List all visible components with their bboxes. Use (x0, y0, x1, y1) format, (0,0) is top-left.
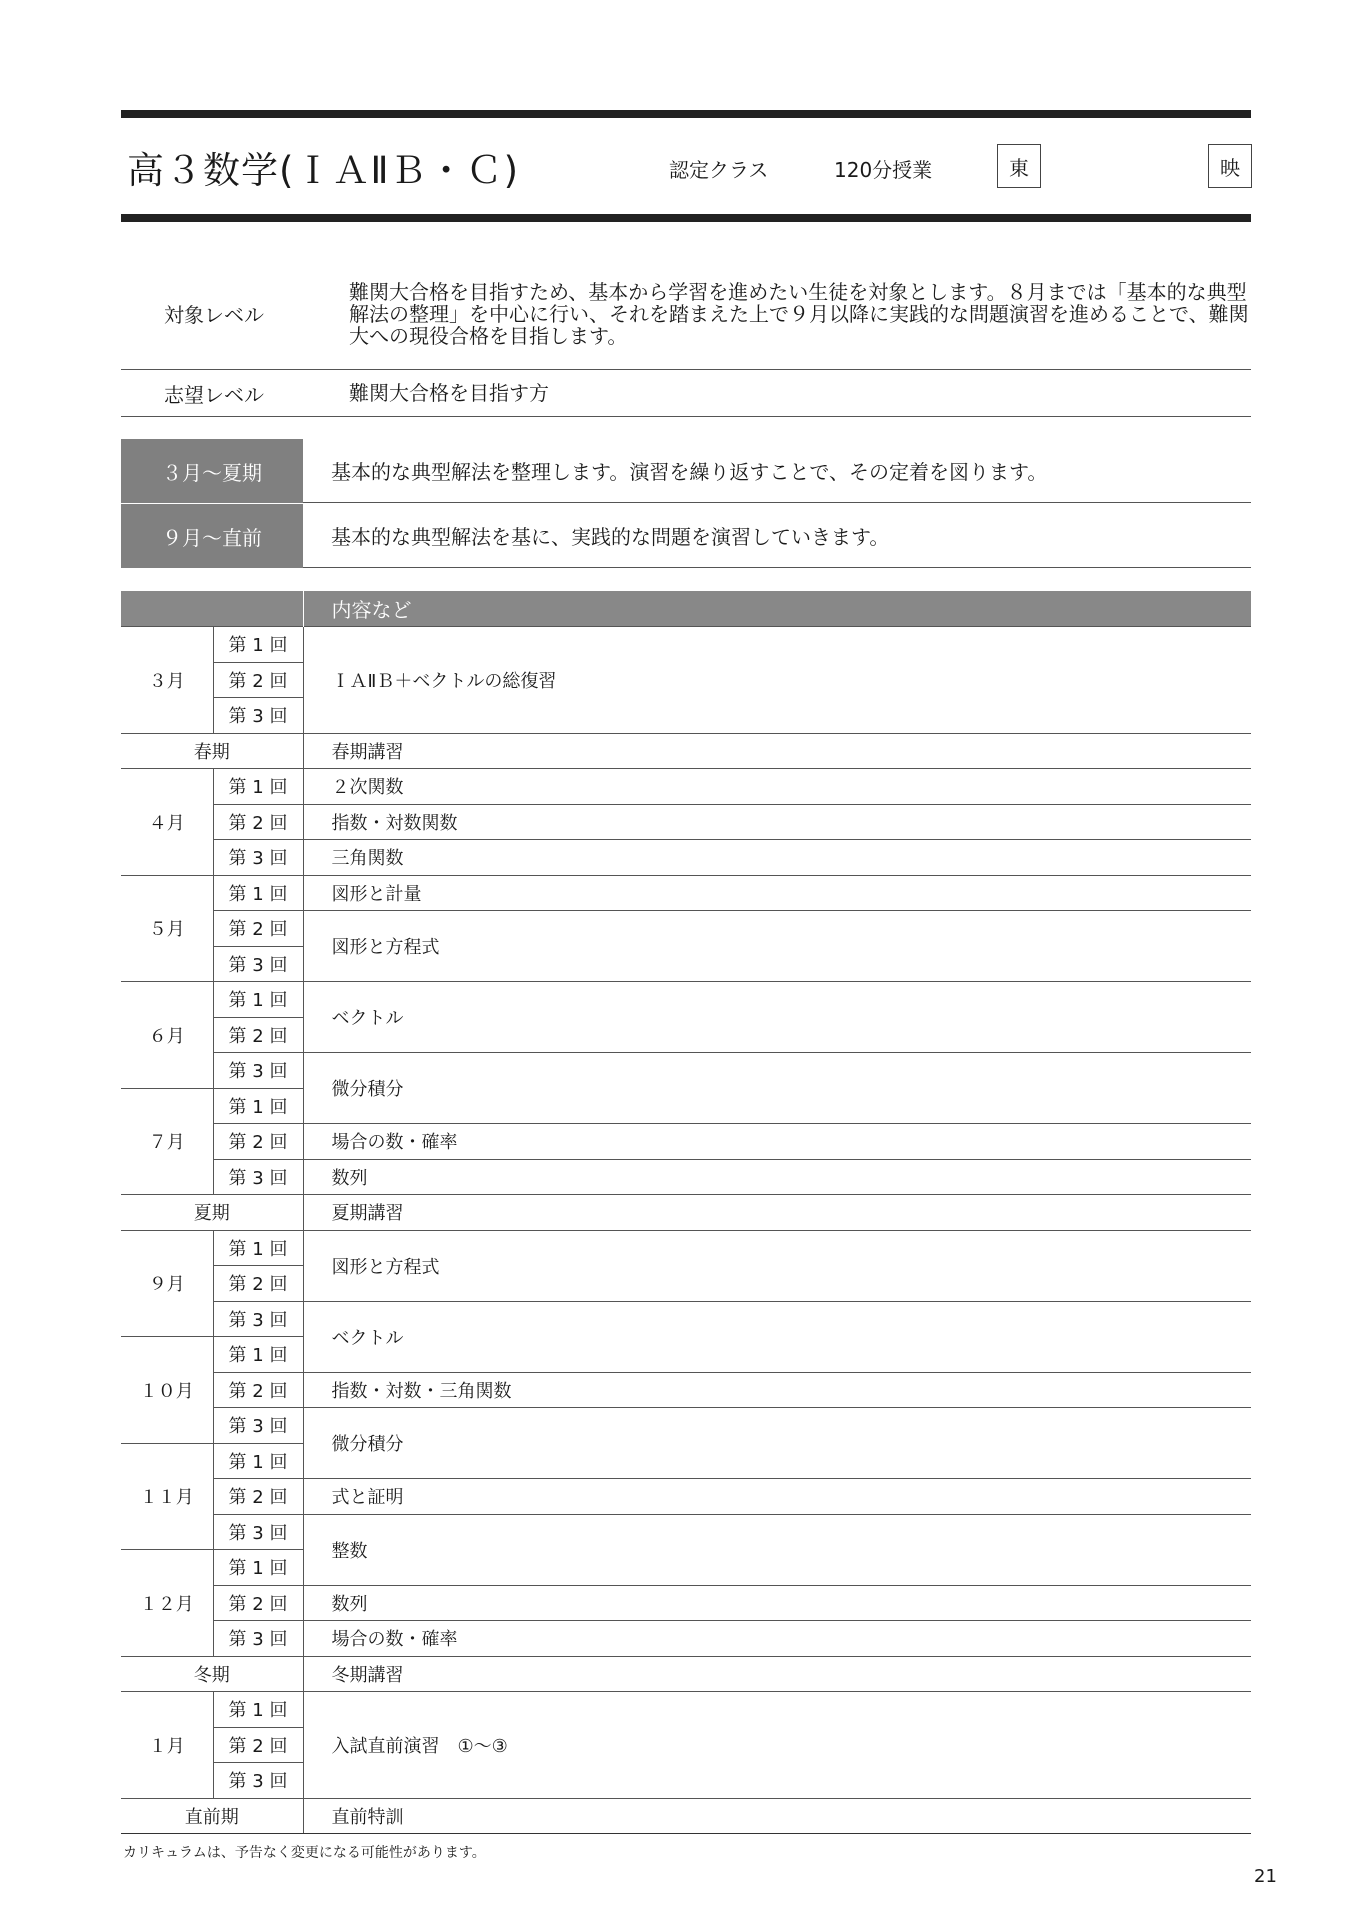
session-cell: 第 1 回 (213, 1443, 303, 1479)
period-label: ３月～夏期 (121, 439, 303, 503)
month-cell: ７月 (121, 1088, 213, 1195)
aspiration-level-label: 志望レベル (164, 382, 264, 407)
table-row (121, 1159, 1251, 1195)
content-cell: ベクトル (303, 982, 1251, 1053)
table-row (121, 875, 1251, 911)
content-cell: 指数・対数・三角関数 (303, 1372, 1251, 1408)
month-cell: ６月 (121, 982, 213, 1089)
table-row (121, 1621, 1251, 1657)
month-cell: ５月 (121, 875, 213, 982)
session-cell: 第 1 回 (213, 1550, 303, 1586)
content-cell: 式と証明 (303, 1479, 1251, 1515)
period-label: ９月～直前 (121, 504, 303, 568)
table-row (121, 733, 1251, 769)
table-row (121, 1372, 1251, 1408)
location-tag-east: 東 (997, 144, 1041, 188)
month-cell: ４月 (121, 769, 213, 876)
session-cell: 第 2 回 (213, 1124, 303, 1160)
table-row (121, 1514, 1251, 1550)
content-cell: 春期講習 (303, 733, 1251, 769)
session-cell: 第 2 回 (213, 662, 303, 698)
month-cell: １０月 (121, 1337, 213, 1444)
session-cell: 第 1 回 (213, 1692, 303, 1728)
session-cell: 第 2 回 (213, 911, 303, 947)
session-cell: 第 2 回 (213, 1017, 303, 1053)
content-cell: 微分積分 (303, 1408, 1251, 1479)
contents-header: 内容など (303, 591, 1251, 627)
table-row (121, 1692, 1251, 1728)
session-cell: 第 2 回 (213, 1372, 303, 1408)
period-row (121, 439, 1251, 503)
curriculum-note: カリキュラムは、予告なく変更になる可能性があります。 (123, 1845, 486, 1861)
content-cell: ベクトル (303, 1301, 1251, 1372)
session-cell: 第 2 回 (213, 804, 303, 840)
content-cell: 場合の数・確率 (303, 1124, 1251, 1160)
curriculum-table (121, 591, 1251, 1834)
page-number: 21 (1254, 1866, 1277, 1887)
period-summary (121, 439, 1251, 568)
table-row (121, 1124, 1251, 1160)
content-cell: 場合の数・確率 (303, 1621, 1251, 1657)
content-cell: 冬期講習 (303, 1656, 1251, 1692)
session-cell: 第 1 回 (213, 1230, 303, 1266)
period-text: 基本的な典型解法を基に、実践的な問題を演習していきます。 (303, 504, 1251, 568)
session-cell: 第 2 回 (213, 1266, 303, 1302)
table-row (121, 840, 1251, 876)
term-cell: 夏期 (121, 1195, 303, 1231)
content-cell: 三角関数 (303, 840, 1251, 876)
session-cell: 第 3 回 (213, 1159, 303, 1195)
month-cell: １月 (121, 1692, 213, 1799)
table-row (121, 1230, 1251, 1266)
target-level-text: 難関大合格を目指すため、基本から学習を進めたい生徒を対象とします。８月までは「基本的な典型解法の整理」を中心に行い、それを踏まえた上で９月以降に実践的な問題演習を進めることで、難関大への現役合格を目指します。 (349, 279, 1249, 348)
session-cell: 第 2 回 (213, 1585, 303, 1621)
session-cell: 第 3 回 (213, 1301, 303, 1337)
session-cell: 第 3 回 (213, 1053, 303, 1089)
session-cell: 第 2 回 (213, 1727, 303, 1763)
session-cell: 第 1 回 (213, 982, 303, 1018)
table-row (121, 627, 1251, 663)
class-duration: 120分授業 (834, 158, 933, 182)
session-cell: 第 3 回 (213, 946, 303, 982)
content-cell: 指数・対数関数 (303, 804, 1251, 840)
content-cell: 整数 (303, 1514, 1251, 1585)
content-cell: 入試直前演習 ①～③ (303, 1692, 1251, 1799)
table-row (121, 1301, 1251, 1337)
session-cell: 第 3 回 (213, 1514, 303, 1550)
session-cell: 第 3 回 (213, 1621, 303, 1657)
session-cell: 第 2 回 (213, 1479, 303, 1515)
table-row (121, 1656, 1251, 1692)
session-cell: 第 1 回 (213, 1337, 303, 1373)
table-row (121, 982, 1251, 1018)
table-row (121, 804, 1251, 840)
month-cell: ３月 (121, 627, 213, 734)
table-row (121, 769, 1251, 805)
aspiration-level-text: 難関大合格を目指す方 (349, 381, 549, 405)
content-cell: 夏期講習 (303, 1195, 1251, 1231)
period-row (121, 504, 1251, 568)
page (121, 110, 1251, 1862)
term-cell: 春期 (121, 733, 303, 769)
session-cell: 第 3 回 (213, 840, 303, 876)
content-cell: ２次関数 (303, 769, 1251, 805)
session-cell: 第 1 回 (213, 769, 303, 805)
content-cell: 図形と方程式 (303, 911, 1251, 982)
aspiration-level-row (121, 370, 1251, 417)
course-header (121, 110, 1251, 222)
table-row (121, 1585, 1251, 1621)
table-row (121, 1408, 1251, 1444)
content-cell: 図形と方程式 (303, 1230, 1251, 1301)
target-level-label: 対象レベル (164, 303, 264, 327)
session-cell: 第 3 回 (213, 1408, 303, 1444)
table-row (121, 1479, 1251, 1515)
session-cell: 第 1 回 (213, 875, 303, 911)
content-cell: 図形と計量 (303, 875, 1251, 911)
month-cell: １２月 (121, 1550, 213, 1657)
session-cell: 第 3 回 (213, 1763, 303, 1799)
month-cell: ９月 (121, 1230, 213, 1337)
course-title: 高３数学(ＩＡⅡＢ・Ｃ) (127, 149, 520, 192)
month-cell: １１月 (121, 1443, 213, 1550)
period-text: 基本的な典型解法を整理します。演習を繰り返すことで、その定着を図ります。 (303, 439, 1251, 503)
table-row (121, 1053, 1251, 1089)
content-cell: 微分積分 (303, 1053, 1251, 1124)
session-cell: 第 1 回 (213, 627, 303, 663)
content-cell: ＩＡⅡＢ＋ベクトルの総復習 (303, 627, 1251, 734)
content-cell: 数列 (303, 1585, 1251, 1621)
table-row (121, 1195, 1251, 1231)
target-level-row (121, 258, 1251, 370)
content-cell: 直前特訓 (303, 1798, 1251, 1834)
table-row (121, 1798, 1251, 1834)
session-cell: 第 3 回 (213, 698, 303, 734)
video-tag: 映 (1208, 144, 1252, 188)
content-cell: 数列 (303, 1159, 1251, 1195)
class-type: 認定クラス (669, 158, 769, 182)
table-header-row (121, 591, 1251, 627)
term-cell: 直前期 (121, 1798, 303, 1834)
term-cell: 冬期 (121, 1656, 303, 1692)
session-cell: 第 1 回 (213, 1088, 303, 1124)
table-row (121, 911, 1251, 947)
